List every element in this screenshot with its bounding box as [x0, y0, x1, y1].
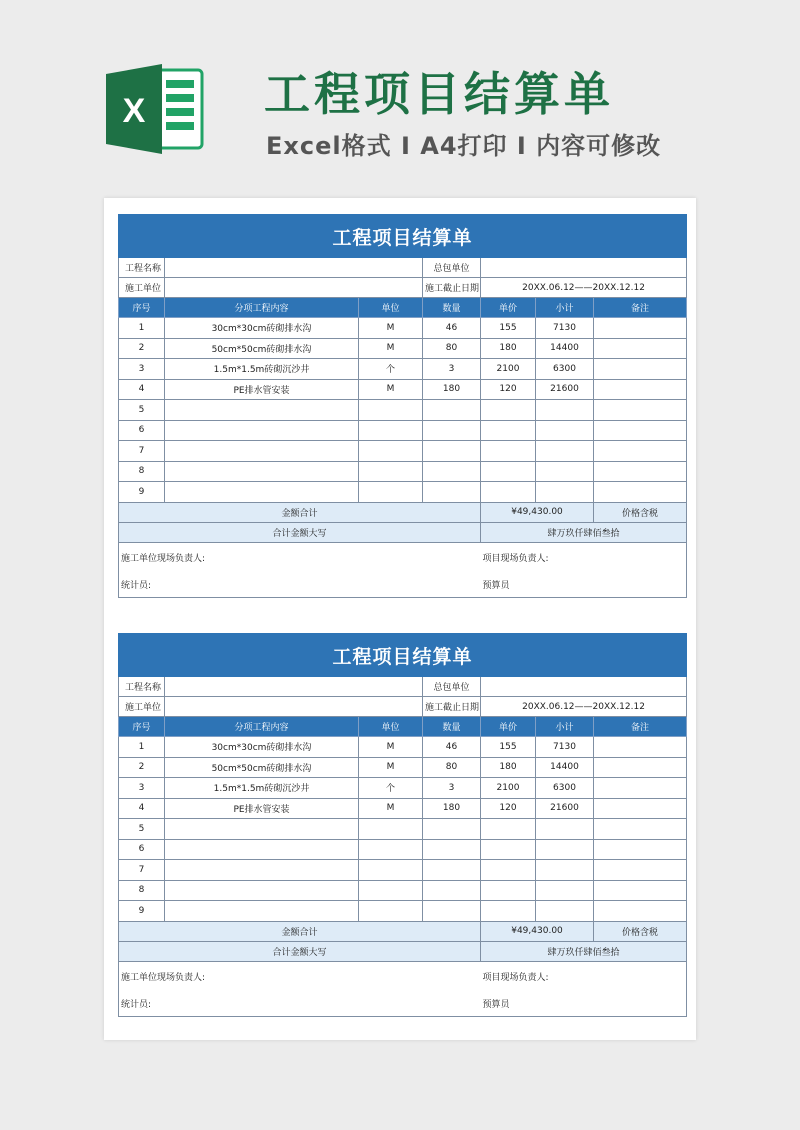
project-manager-label: 项目现场负责人: [481, 961, 687, 992]
sheet-title-row [119, 215, 687, 258]
total-value[interactable]: ¥49,430.00 [481, 921, 594, 941]
table-cell[interactable] [594, 901, 687, 922]
total-words-label: 合计金额大写 [119, 522, 481, 542]
table-cell[interactable]: 46 [423, 737, 481, 758]
table-cell[interactable]: 5 [119, 819, 165, 840]
logo-letter: X [122, 92, 146, 130]
page-title: 工程项目结算单 [264, 67, 614, 121]
settlement-table [118, 633, 687, 1017]
budgeter-label: 预算员 [481, 573, 687, 598]
table-cell[interactable] [359, 819, 423, 840]
sheet-title: 工程项目结算单 [119, 215, 687, 258]
column-header: 备注 [594, 298, 687, 318]
contractor-value[interactable] [481, 677, 687, 697]
column-header: 备注 [594, 717, 687, 737]
table-cell[interactable] [359, 400, 423, 421]
table-row [119, 441, 687, 462]
column-header: 小计 [536, 298, 594, 318]
table-cell[interactable] [481, 819, 536, 840]
table-cell[interactable]: 21600 [536, 379, 594, 400]
table-row [119, 338, 687, 359]
table-row [119, 482, 687, 503]
table-row [119, 737, 687, 758]
column-header: 小计 [536, 717, 594, 737]
table-cell[interactable]: 9 [119, 901, 165, 922]
contractor-label: 总包单位 [423, 258, 481, 278]
table-cell[interactable]: M [359, 798, 423, 819]
table-cell[interactable] [423, 461, 481, 482]
table-cell[interactable]: 3 [119, 359, 165, 380]
table-cell[interactable] [536, 880, 594, 901]
total-label: 金额合计 [119, 921, 481, 941]
table-cell[interactable] [165, 860, 359, 881]
deadline-value[interactable]: 20XX.06.12——20XX.12.12 [481, 697, 687, 717]
table-cell[interactable]: 180 [481, 757, 536, 778]
table-row [119, 359, 687, 380]
table-cell[interactable]: 14400 [536, 757, 594, 778]
table-cell[interactable]: M [359, 338, 423, 359]
builder-manager-label: 施工单位现场负责人: [119, 961, 481, 992]
table-cell[interactable] [481, 441, 536, 462]
table-cell[interactable] [481, 420, 536, 441]
table-cell[interactable] [594, 737, 687, 758]
table-cell[interactable] [536, 420, 594, 441]
table-cell[interactable]: 180 [423, 798, 481, 819]
project-info-row [119, 258, 687, 278]
table-cell[interactable]: M [359, 379, 423, 400]
table-cell[interactable]: 7130 [536, 737, 594, 758]
total-row [119, 921, 687, 941]
table-cell[interactable] [594, 757, 687, 778]
table-cell[interactable] [481, 839, 536, 860]
table-cell[interactable] [594, 420, 687, 441]
sheet-title: 工程项目结算单 [119, 634, 687, 677]
project-name-label: 工程名称 [119, 677, 165, 697]
contractor-value[interactable] [481, 258, 687, 278]
table-cell[interactable] [594, 379, 687, 400]
table-cell[interactable] [594, 318, 687, 339]
table-cell[interactable]: M [359, 318, 423, 339]
table-cell[interactable] [481, 901, 536, 922]
table-cell[interactable] [594, 441, 687, 462]
contractor-label: 总包单位 [423, 677, 481, 697]
table-cell[interactable] [359, 860, 423, 881]
table-cell[interactable] [594, 778, 687, 799]
table-cell[interactable]: 46 [423, 318, 481, 339]
table-cell[interactable] [165, 839, 359, 860]
table-cell[interactable] [359, 901, 423, 922]
table-row [119, 880, 687, 901]
table-cell[interactable] [594, 482, 687, 503]
column-header: 单位 [359, 717, 423, 737]
settlement-table [118, 214, 687, 598]
table-cell[interactable]: 6300 [536, 778, 594, 799]
table-cell[interactable] [536, 441, 594, 462]
table-row [119, 819, 687, 840]
item-rows [119, 318, 687, 503]
table-cell[interactable]: 180 [423, 379, 481, 400]
table-cell[interactable]: 3 [423, 778, 481, 799]
column-header-row [119, 298, 687, 318]
table-cell[interactable] [359, 441, 423, 462]
project-manager-label: 项目现场负责人: [481, 542, 687, 573]
page-subtitle: Excel格式 I A4打印 I 内容可修改 [266, 132, 662, 160]
table-cell[interactable] [165, 461, 359, 482]
builder-value[interactable] [165, 278, 423, 298]
column-header: 单位 [359, 298, 423, 318]
builder-label: 施工单位 [119, 278, 165, 298]
item-rows [119, 737, 687, 922]
table-row [119, 400, 687, 421]
table-cell[interactable]: 9 [119, 482, 165, 503]
table-cell[interactable] [359, 880, 423, 901]
page-header [0, 0, 800, 190]
table-cell[interactable]: 2100 [481, 778, 536, 799]
table-cell[interactable] [594, 338, 687, 359]
table-cell[interactable] [359, 482, 423, 503]
table-cell[interactable] [481, 482, 536, 503]
table-cell[interactable]: 155 [481, 318, 536, 339]
table-cell[interactable] [423, 482, 481, 503]
table-cell[interactable] [481, 860, 536, 881]
column-header: 序号 [119, 717, 165, 737]
table-cell[interactable]: 6 [119, 420, 165, 441]
table-row [119, 778, 687, 799]
table-cell[interactable]: 4 [119, 798, 165, 819]
statistician-label: 统计员: [119, 992, 481, 1017]
table-cell[interactable] [536, 482, 594, 503]
settlement-sheet-1 [118, 214, 686, 598]
table-cell[interactable] [536, 901, 594, 922]
table-row [119, 757, 687, 778]
table-cell[interactable] [536, 400, 594, 421]
excel-logo-icon [104, 64, 204, 154]
table-cell[interactable] [423, 441, 481, 462]
table-cell[interactable]: 个 [359, 359, 423, 380]
table-cell[interactable] [165, 420, 359, 441]
budgeter-label: 预算员 [481, 992, 687, 1017]
table-cell[interactable] [481, 400, 536, 421]
table-cell[interactable] [165, 901, 359, 922]
table-cell[interactable]: 30cm*30cm砖砌排水沟 [165, 318, 359, 339]
manager-sign-row [119, 961, 687, 992]
table-cell[interactable]: 7130 [536, 318, 594, 339]
table-cell[interactable]: 14400 [536, 338, 594, 359]
table-cell[interactable] [359, 839, 423, 860]
table-cell[interactable]: 6 [119, 839, 165, 860]
table-cell[interactable]: 1 [119, 737, 165, 758]
staff-sign-row [119, 573, 687, 598]
table-cell[interactable] [423, 400, 481, 421]
builder-label: 施工单位 [119, 697, 165, 717]
table-cell[interactable]: 80 [423, 757, 481, 778]
table-cell[interactable] [359, 420, 423, 441]
deadline-label: 施工截止日期 [423, 278, 481, 298]
builder-manager-label: 施工单位现场负责人: [119, 542, 481, 573]
builder-info-row [119, 697, 687, 717]
table-cell[interactable]: 2 [119, 338, 165, 359]
deadline-label: 施工截止日期 [423, 697, 481, 717]
table-cell[interactable] [165, 819, 359, 840]
project-name-value[interactable] [165, 677, 423, 697]
table-cell[interactable]: 1.5m*1.5m砖砌沉沙井 [165, 778, 359, 799]
table-row [119, 901, 687, 922]
table-cell[interactable] [423, 819, 481, 840]
table-cell[interactable] [481, 461, 536, 482]
table-cell[interactable] [481, 880, 536, 901]
table-cell[interactable] [594, 880, 687, 901]
table-cell[interactable]: 5 [119, 400, 165, 421]
table-cell[interactable]: PE排水管安装 [165, 798, 359, 819]
table-cell[interactable]: 6300 [536, 359, 594, 380]
column-header: 序号 [119, 298, 165, 318]
total-label: 金额合计 [119, 502, 481, 522]
table-cell[interactable]: 80 [423, 338, 481, 359]
table-cell[interactable]: 3 [119, 778, 165, 799]
table-cell[interactable]: 个 [359, 778, 423, 799]
staff-sign-row [119, 992, 687, 1017]
table-cell[interactable]: 50cm*50cm砖砌排水沟 [165, 338, 359, 359]
table-cell[interactable]: 7 [119, 860, 165, 881]
table-row [119, 798, 687, 819]
column-header: 分项工程内容 [165, 298, 359, 318]
table-cell[interactable] [359, 461, 423, 482]
table-cell[interactable] [594, 798, 687, 819]
column-header: 数量 [423, 717, 481, 737]
total-words-row [119, 941, 687, 961]
column-header-row [119, 717, 687, 737]
table-cell[interactable] [165, 400, 359, 421]
table-cell[interactable]: M [359, 737, 423, 758]
table-cell[interactable]: 120 [481, 798, 536, 819]
table-cell[interactable]: 30cm*30cm砖砌排水沟 [165, 737, 359, 758]
builder-info-row [119, 278, 687, 298]
table-cell[interactable] [536, 461, 594, 482]
table-cell[interactable] [423, 860, 481, 881]
column-header: 单价 [481, 298, 536, 318]
table-cell[interactable]: 8 [119, 461, 165, 482]
table-cell[interactable]: 3 [423, 359, 481, 380]
table-row [119, 318, 687, 339]
table-cell[interactable]: 155 [481, 737, 536, 758]
table-cell[interactable] [165, 482, 359, 503]
table-cell[interactable] [594, 359, 687, 380]
table-cell[interactable]: 1.5m*1.5m砖砌沉沙井 [165, 359, 359, 380]
total-words-value[interactable]: 肆万玖仟肆佰叁拾 [481, 941, 687, 961]
table-cell[interactable]: 2100 [481, 359, 536, 380]
project-name-label: 工程名称 [119, 258, 165, 278]
table-cell[interactable]: 2 [119, 757, 165, 778]
project-info-row [119, 677, 687, 697]
builder-value[interactable] [165, 697, 423, 717]
table-cell[interactable] [536, 839, 594, 860]
table-cell[interactable]: PE排水管安装 [165, 379, 359, 400]
project-name-value[interactable] [165, 258, 423, 278]
table-cell[interactable]: 50cm*50cm砖砌排水沟 [165, 757, 359, 778]
table-cell[interactable] [594, 860, 687, 881]
column-header: 单价 [481, 717, 536, 737]
table-cell[interactable] [594, 839, 687, 860]
table-cell[interactable] [423, 901, 481, 922]
table-cell[interactable] [165, 441, 359, 462]
table-cell[interactable]: 7 [119, 441, 165, 462]
total-words-label: 合计金额大写 [119, 941, 481, 961]
table-cell[interactable] [536, 819, 594, 840]
table-cell[interactable] [536, 860, 594, 881]
table-cell[interactable]: M [359, 757, 423, 778]
table-row [119, 420, 687, 441]
table-row [119, 839, 687, 860]
column-header: 数量 [423, 298, 481, 318]
table-cell[interactable]: 180 [481, 338, 536, 359]
settlement-sheet-2 [118, 633, 686, 1017]
total-words-value[interactable]: 肆万玖仟肆佰叁拾 [481, 522, 687, 542]
table-row [119, 461, 687, 482]
table-cell[interactable] [423, 880, 481, 901]
deadline-value[interactable]: 20XX.06.12——20XX.12.12 [481, 278, 687, 298]
total-value[interactable]: ¥49,430.00 [481, 502, 594, 522]
table-row [119, 860, 687, 881]
table-cell[interactable]: 120 [481, 379, 536, 400]
table-cell[interactable] [594, 819, 687, 840]
table-cell[interactable]: 1 [119, 318, 165, 339]
total-words-row [119, 522, 687, 542]
table-cell[interactable] [594, 400, 687, 421]
total-row [119, 502, 687, 522]
manager-sign-row [119, 542, 687, 573]
table-cell[interactable] [165, 880, 359, 901]
table-cell[interactable]: 4 [119, 379, 165, 400]
price-note: 价格含税 [594, 502, 687, 522]
price-note: 价格含税 [594, 921, 687, 941]
table-cell[interactable]: 21600 [536, 798, 594, 819]
table-cell[interactable] [594, 461, 687, 482]
sheet-title-row [119, 634, 687, 677]
table-cell[interactable]: 8 [119, 880, 165, 901]
table-cell[interactable] [423, 839, 481, 860]
table-cell[interactable] [423, 420, 481, 441]
table-row [119, 379, 687, 400]
column-header: 分项工程内容 [165, 717, 359, 737]
statistician-label: 统计员: [119, 573, 481, 598]
